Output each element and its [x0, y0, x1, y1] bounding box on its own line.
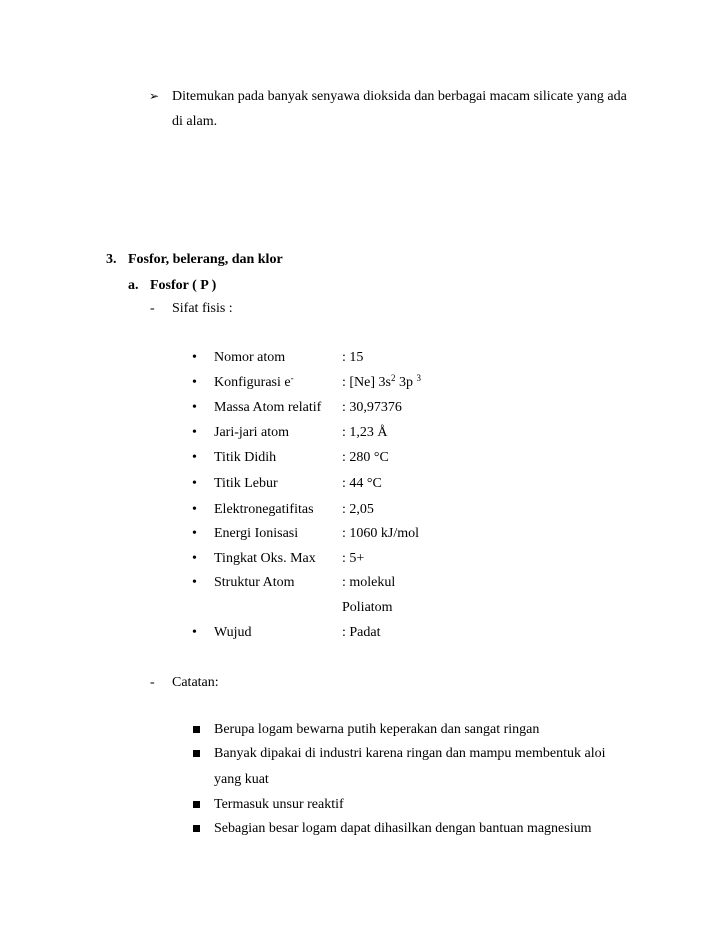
square-bullet-icon — [193, 825, 200, 832]
subsection-title: Fosfor ( P ) — [150, 278, 217, 293]
section-title: Fosfor, belerang, dan klor — [128, 252, 283, 267]
property-value: : Padat — [342, 625, 381, 640]
property-name: Struktur Atom — [214, 575, 295, 590]
arrow-bullet-icon: ➢ — [148, 89, 160, 103]
property-value — [342, 373, 421, 390]
bullet-icon: • — [192, 400, 197, 415]
catatan-item: Termasuk unsur reaktif — [214, 797, 344, 812]
catatan-item-continued: yang kuat — [214, 772, 269, 787]
property-value: : 280 °C — [342, 450, 389, 465]
property-name: Nomor atom — [214, 350, 286, 365]
property-value: : 15 — [342, 350, 364, 365]
intro-line-1: Ditemukan pada banyak senyawa dioksida dan berbagai macam silicate yang ada — [172, 89, 627, 104]
subsection-letter: a. — [128, 278, 139, 293]
bullet-icon: • — [192, 425, 197, 440]
property-name — [214, 373, 294, 390]
bullet-icon: • — [192, 625, 197, 640]
property-name: Energi Ionisasi — [214, 526, 299, 541]
property-value: : 1060 kJ/mol — [342, 526, 420, 541]
catatan-label: Catatan: — [172, 675, 219, 690]
bullet-icon: • — [192, 450, 197, 465]
property-name-text: Konfigurasi e — [214, 375, 291, 390]
property-value: : 30,97376 — [342, 400, 402, 415]
config-sup-2: 3 — [416, 373, 421, 383]
bullet-icon: • — [192, 526, 197, 541]
dash-bullet: - — [150, 675, 155, 690]
property-value: : 1,23 Å — [342, 425, 388, 440]
config-mid: 3p — [395, 375, 417, 390]
property-value: : 5+ — [342, 551, 365, 566]
property-name: Titik Didih — [214, 450, 277, 465]
sifat-fisis-label: Sifat fisis : — [172, 301, 233, 316]
property-value: : 2,05 — [342, 502, 374, 517]
square-bullet-icon — [193, 750, 200, 757]
bullet-icon: • — [192, 350, 197, 365]
property-value: : 44 °C — [342, 476, 382, 491]
dash-bullet: - — [150, 301, 155, 316]
property-name: Jari-jari atom — [214, 425, 290, 440]
property-name: Tingkat Oks. Max — [214, 551, 316, 566]
square-bullet-icon — [193, 801, 200, 808]
property-name: Titik Lebur — [214, 476, 278, 491]
property-name: Elektronegatifitas — [214, 502, 314, 517]
bullet-icon: • — [192, 502, 197, 517]
bullet-icon: • — [192, 476, 197, 491]
bullet-icon: • — [192, 375, 197, 390]
config-text: : [Ne] 3s — [342, 375, 391, 390]
property-value-continued: Poliatom — [342, 600, 393, 615]
property-value: : molekul — [342, 575, 396, 590]
config-sup-1: 2 — [391, 373, 396, 383]
section-number: 3. — [106, 252, 117, 267]
property-name: Wujud — [214, 625, 252, 640]
bullet-icon: • — [192, 551, 197, 566]
catatan-item: Banyak dipakai di industri karena ringan dan mampu membentuk aloi — [214, 746, 606, 761]
catatan-item: Berupa logam bewarna putih keperakan dan sangat ringan — [214, 722, 540, 737]
intro-line-2: di alam. — [172, 114, 218, 129]
square-bullet-icon — [193, 726, 200, 733]
property-name-sup: - — [290, 373, 294, 383]
property-name: Massa Atom relatif — [214, 400, 322, 415]
bullet-icon: • — [192, 575, 197, 590]
catatan-item: Sebagian besar logam dapat dihasilkan dengan bantuan magnesium — [214, 821, 592, 836]
